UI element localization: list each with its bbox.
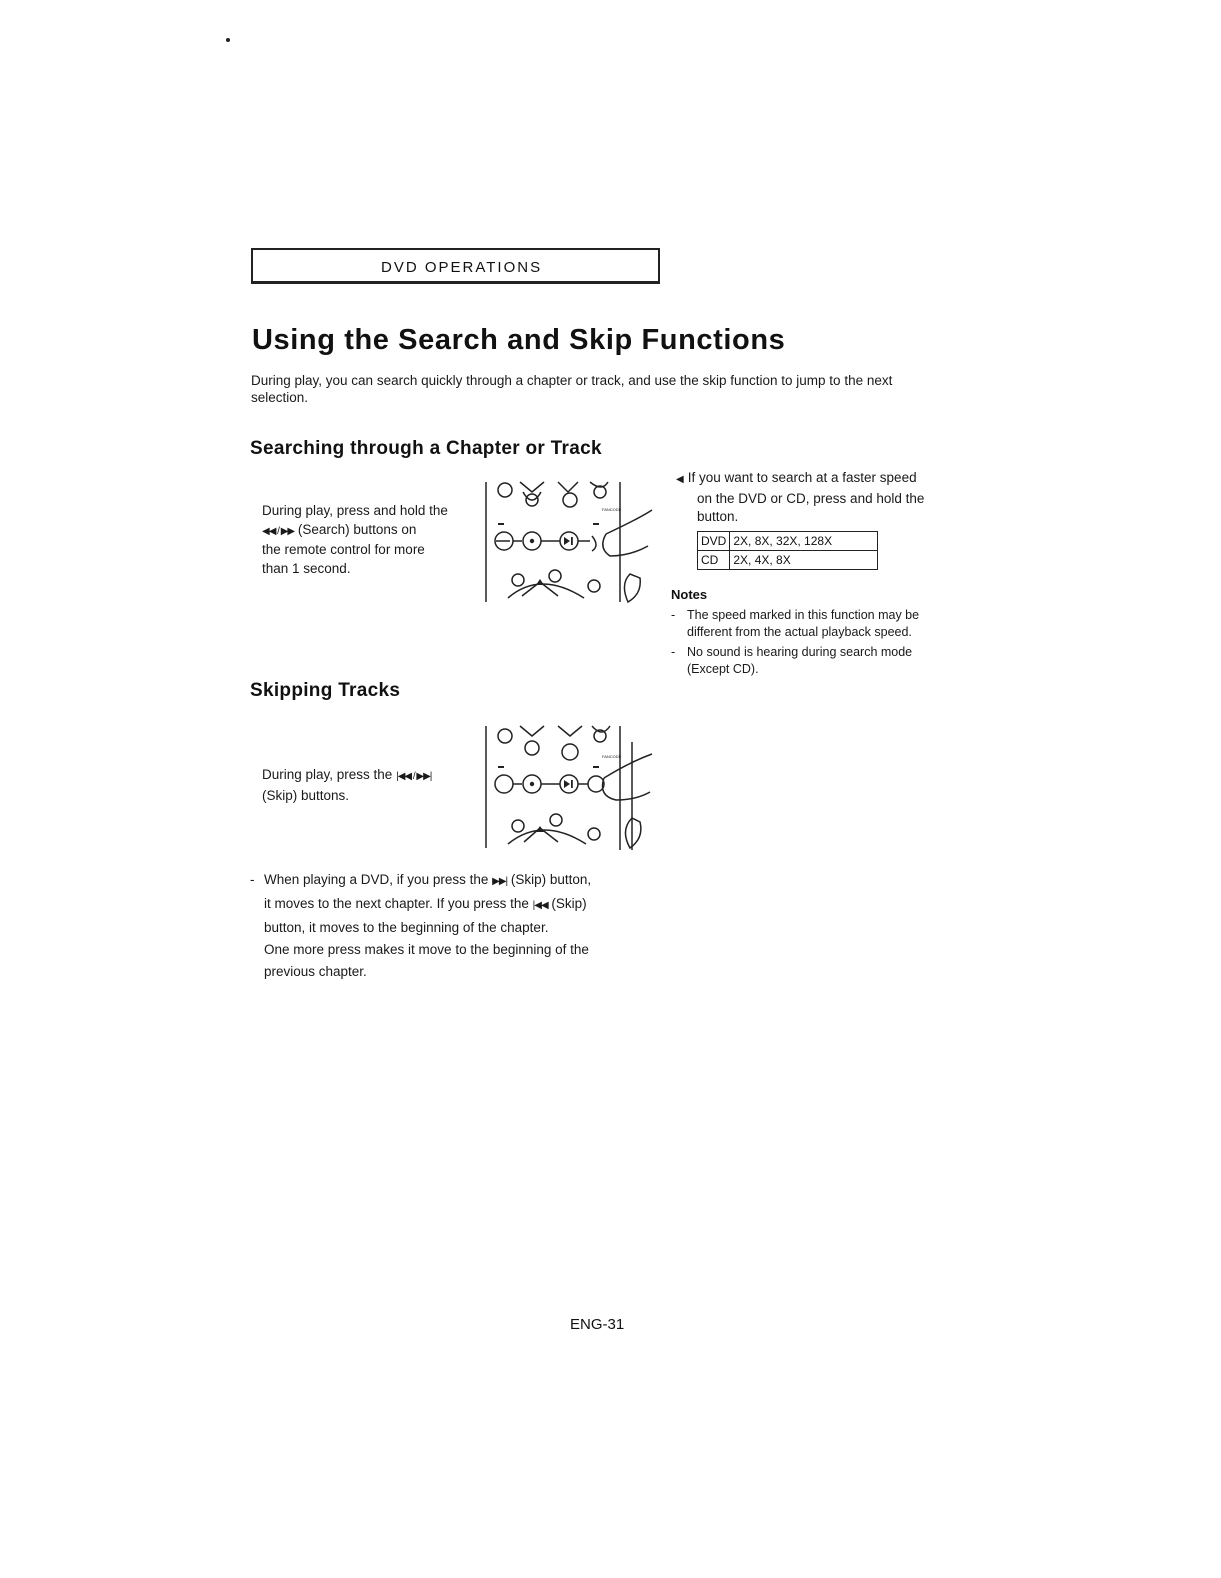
skip-instruction: During play, press the |◀◀ / ▶▶| (Skip) buttons. <box>262 767 432 803</box>
speed-values-cd: 2X, 4X, 8X <box>730 551 878 570</box>
speed-table <box>697 531 878 570</box>
skip-bullet-note: - When playing a DVD, if you press the ▶▶| (Skip) button, it moves to the next chapter. If you press the |◀◀ (Skip) button, it moves to the beginning of the chapter. One more press makes it move to the beginning of the previous chapter. <box>250 872 592 979</box>
skip-heading: Skipping Tracks <box>250 680 401 701</box>
search-instruction-line2: ◀◀ / ▶▶ (Search) buttons on <box>262 521 417 537</box>
remote-search-illustration <box>480 478 655 608</box>
skip-buttons-symbol: |◀◀ / ▶▶| <box>396 771 432 782</box>
note-item-2: - No sound is hearing during search mode (Except CD). <box>671 645 913 676</box>
page-number: ENG-31 <box>570 1316 625 1333</box>
search-instruction-line1: During play, press and hold the <box>262 503 448 518</box>
page-title: Using the Search and Skip Functions <box>252 324 786 356</box>
search-instruction <box>262 502 472 578</box>
intro-text: During play, you can search quickly through a chapter or track, and use the skip function to jump to the next selection. <box>251 373 893 405</box>
remote-fn-label-2: FANCODE <box>602 754 622 759</box>
skip-next-symbol: ▶▶| <box>492 876 508 887</box>
table-row <box>698 532 878 551</box>
stray-dot <box>226 38 230 42</box>
speed-media-cd: CD <box>698 551 730 570</box>
search-heading: Searching through a Chapter or Track <box>250 438 602 459</box>
section-label: DVD OPERATIONS <box>381 259 543 276</box>
search-buttons-symbol: ◀◀ / ▶▶ <box>262 525 295 537</box>
note-item-1: - The speed marked in this function may be different from the actual playback speed. <box>671 608 920 639</box>
tip-arrow-icon: ◀ <box>676 474 684 485</box>
notes-title: Notes <box>671 587 708 602</box>
table-row <box>698 551 878 570</box>
faster-speed-tip: ◀ If you want to search at a faster speed on the DVD or CD, press and hold the button. <box>676 470 925 524</box>
search-instruction-line3: the remote control for more <box>262 542 425 557</box>
section-header-box <box>251 248 660 284</box>
search-instruction-line4: than 1 second. <box>262 560 351 576</box>
skip-prev-symbol: |◀◀ <box>532 900 548 911</box>
remote-fn-label: FANCODE <box>602 507 622 512</box>
remote-skip-illustration <box>480 722 655 854</box>
speed-media-dvd: DVD <box>698 532 730 551</box>
speed-values-dvd: 2X, 8X, 32X, 128X <box>730 532 878 551</box>
